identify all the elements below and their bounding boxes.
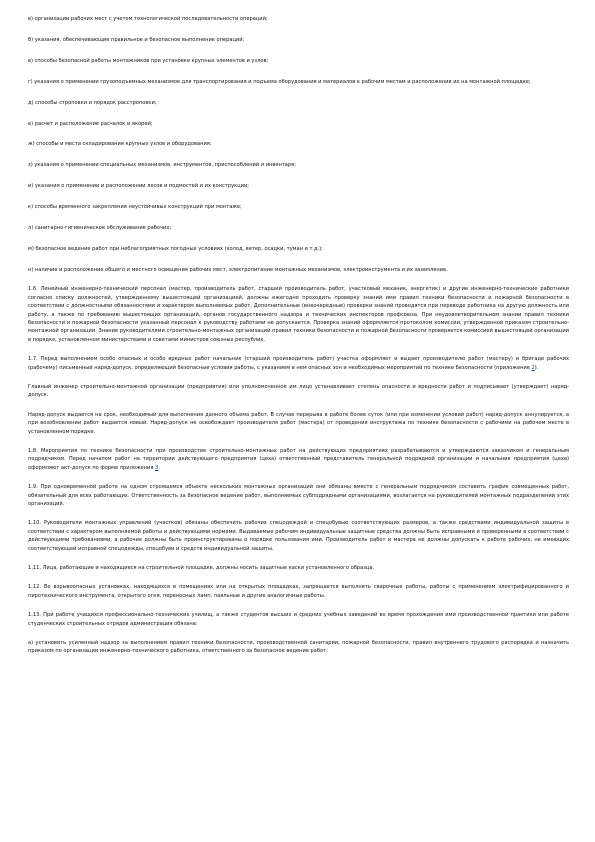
- list-item-m: к) способы временного закрепления неустойчивых конструкций при монтаже;: [28, 204, 242, 211]
- paragraph-1-8: [28, 447, 569, 472]
- list-item-z: е) расчет и расположение расчалок и якорей;: [28, 120, 153, 127]
- list-item-g: б) указания, обеспечивающие правильное и безопасное выполнение операций;: [28, 36, 245, 43]
- list-item-v: в) организации рабочих мест с учетом технологической последовательности операций;: [28, 16, 268, 22]
- paragraph-1-7-tail: ).: [534, 364, 539, 371]
- list-item-l: и) указания о применении и расположении лесов и подмостей и их конструкции;: [28, 183, 250, 190]
- paragraph-1-7-permit-term: Наряд-допуск выдается на срок, необходимый для выполнения данного объема работ. В случае перерыва в работе более суток (или при изменении условий работ) наряд-допуск аннулируется, а при возобновлении работ выдается новый. Наряд-допуск не освобождает производителя работ (мастера) от проведения инструктажа по технике безопасности с рабочими на рабочем месте в установленном порядке.: [28, 411, 569, 435]
- list-item-d: в) способы безопасной работы монтажников при установке крупных элементов и узлов;: [28, 57, 269, 64]
- paragraph-1-11: 1.11. Лица, работающие и находящиеся на строительной площадке, должны носить защитные каски установленного образца.: [28, 565, 375, 572]
- paragraph-1-7: [28, 355, 569, 372]
- paragraph-1-13: 1.13. При работе учащихся профессионально-технических училищ, а также студентов высших и средних учебных заведений во время прохождения ими производственной практики или работе студенческих строительных отрядов администрация обязана:: [28, 612, 569, 627]
- paragraph-1-8-text: 1.8. Мероприятия по технике безопасности при производстве строительно-монтажных работ на действующих предприятиях разрабатываются и утверждаются заказчиком и генеральным подрядчиком. Перед началом работ на территории действующего предприятия (цеха) ответственный представитель генеральной подрядной организации и начальник предприятия (цеха) оформляют акт-допуск по форме приложения: [28, 447, 569, 471]
- paragraph-1-13-a: а) установить усиленный надзор за выполнением правил техники безопасности, производственной санитарии, пожарной безопасности, правил внутреннего трудового распорядка и назначить приказом по организации инженерно-технического работника, ответственного за безопасное ведение работ;: [28, 640, 569, 655]
- list-item-zh: д) способы строповки и порядок расстроповки;: [28, 99, 157, 106]
- paragraph-1-12: 1.12. Во взрывоопасных установках, находящихся в помещениях или на открытых площадках, запрещается выполнять сварочные работы, работы с применением электрифицированного и пиротехнического инструмента, открытого огня, переносных ламп, паяльные и другие аналогичные работы.: [28, 584, 569, 599]
- list-item-k: з) указания о применении специальных механизмов, инструментов, приспособлений и инвентаря;: [28, 162, 296, 169]
- list-item-o: м) безопасное ведение работ при неблагоприятных погодных условиях (холод, ветер, осадки, туман и т.д.);: [28, 245, 323, 252]
- paragraph-1-8-tail: .: [158, 464, 160, 471]
- paragraph-1-7-chief-engineer: Главный инженер строительно-монтажной организации (предприятия) или уполномоченное им лицо устанавливает степень опасности и вредности работ и подписывает (утверждает) наряд-допуск.: [28, 383, 569, 399]
- appendix-3-link[interactable]: 3: [155, 464, 159, 471]
- list-item-e: г) указания о применении грузоподъемных механизмов для транспортирования и подъема оборудования и материалов к рабочим местам и расположения их на монтажной площадке;: [28, 78, 531, 85]
- paragraph-1-10: 1.10. Руководители монтажных управлений (участков) обязаны обеспечить рабочих спецодеждой и спецобувью соответствующих размеров, а также средствами индивидуальной защиты в соответствии с характером выполняемой работы и действующими нормами. Выдаваемые рабочим индивидуальные защитные средства должны быть исправными и проверенными в соответствии с действующими требованиями, а рабочие должны быть проинструктированы о порядке пользования ими. Производитель работ и мастера не должны допускать к работе рабочих, не имеющих соответствующей исправной спецодежды, спецобуви и средств индивидуальной защиты.: [28, 520, 569, 552]
- list-item-i: ж) способы и места складирования крупных узлов и оборудования;: [28, 141, 212, 148]
- list-item-n: л) санитарно-гигиеническое обслуживание рабочих;: [28, 225, 172, 232]
- paragraph-1-9: 1.9. При одновременной работе на одном строящемся объекте нескольких монтажных организаций они обязаны вместе с генеральным подрядчиком составить график совмещенных работ, обязательный для всех работающих. Ответственность за безопасное ведение работ, выполняемых субподрядными организациями, возлагается на руководителей монтажных подразделений этих организаций.: [28, 484, 569, 507]
- list-item-p: н) наличие и расположение общего и местного освещения рабочих мест, электропитание монтажных механизмов, электроинструмента и их заземление.: [28, 266, 448, 273]
- paragraph-1-7-text: 1.7. Перед выполнением особо опасных и особо вредных работ начальник (старший производитель работ) участка оформляет и выдает производителю работ (мастеру) и бригаде рабочих (рабочему) письменный наряд-допуск, определяющий безопасные условия работы, с указанием в нем опасных зон и необходимых мероприятий по технике безопасности (приложение: [28, 356, 569, 371]
- appendix-2-link[interactable]: 2: [531, 364, 535, 371]
- paragraph-1-6: 1.6. Линейный инженерно-технический персонал (мастер, производитель работ, старший производитель работ, участковый механик, энергетик) и другие инженерно-технические работники согласно списку должностей, утвержденному вышестоящей организацией, должны ежегодно проходить проверку знаний ими правил техники безопасности и пожарной безопасности в соответствии с должностными обязанностями и характером выполняемых работ. Дополнительные (внеочередные) проверки знаний проводятся при переводе работника на другую должность или работу, а также по требованию вышестоящих организаций, органов государственного надзора и технических инспекторов профсоюза. При неудовлетворительном знании правил техники безопасности и пожарной безопасности указанный персонал к руководству работами не допускается. Проверка знаний оформляется протоколом комиссии, утвержденной приказом строительно-монтажной организации. Знание руководителями строительно-монтажных организаций правил техники безопасности и пожарной безопасности проверяется комиссией вышестоящей организации в порядке, установленном министерствами и советами министров союзных республик.: [28, 286, 569, 343]
